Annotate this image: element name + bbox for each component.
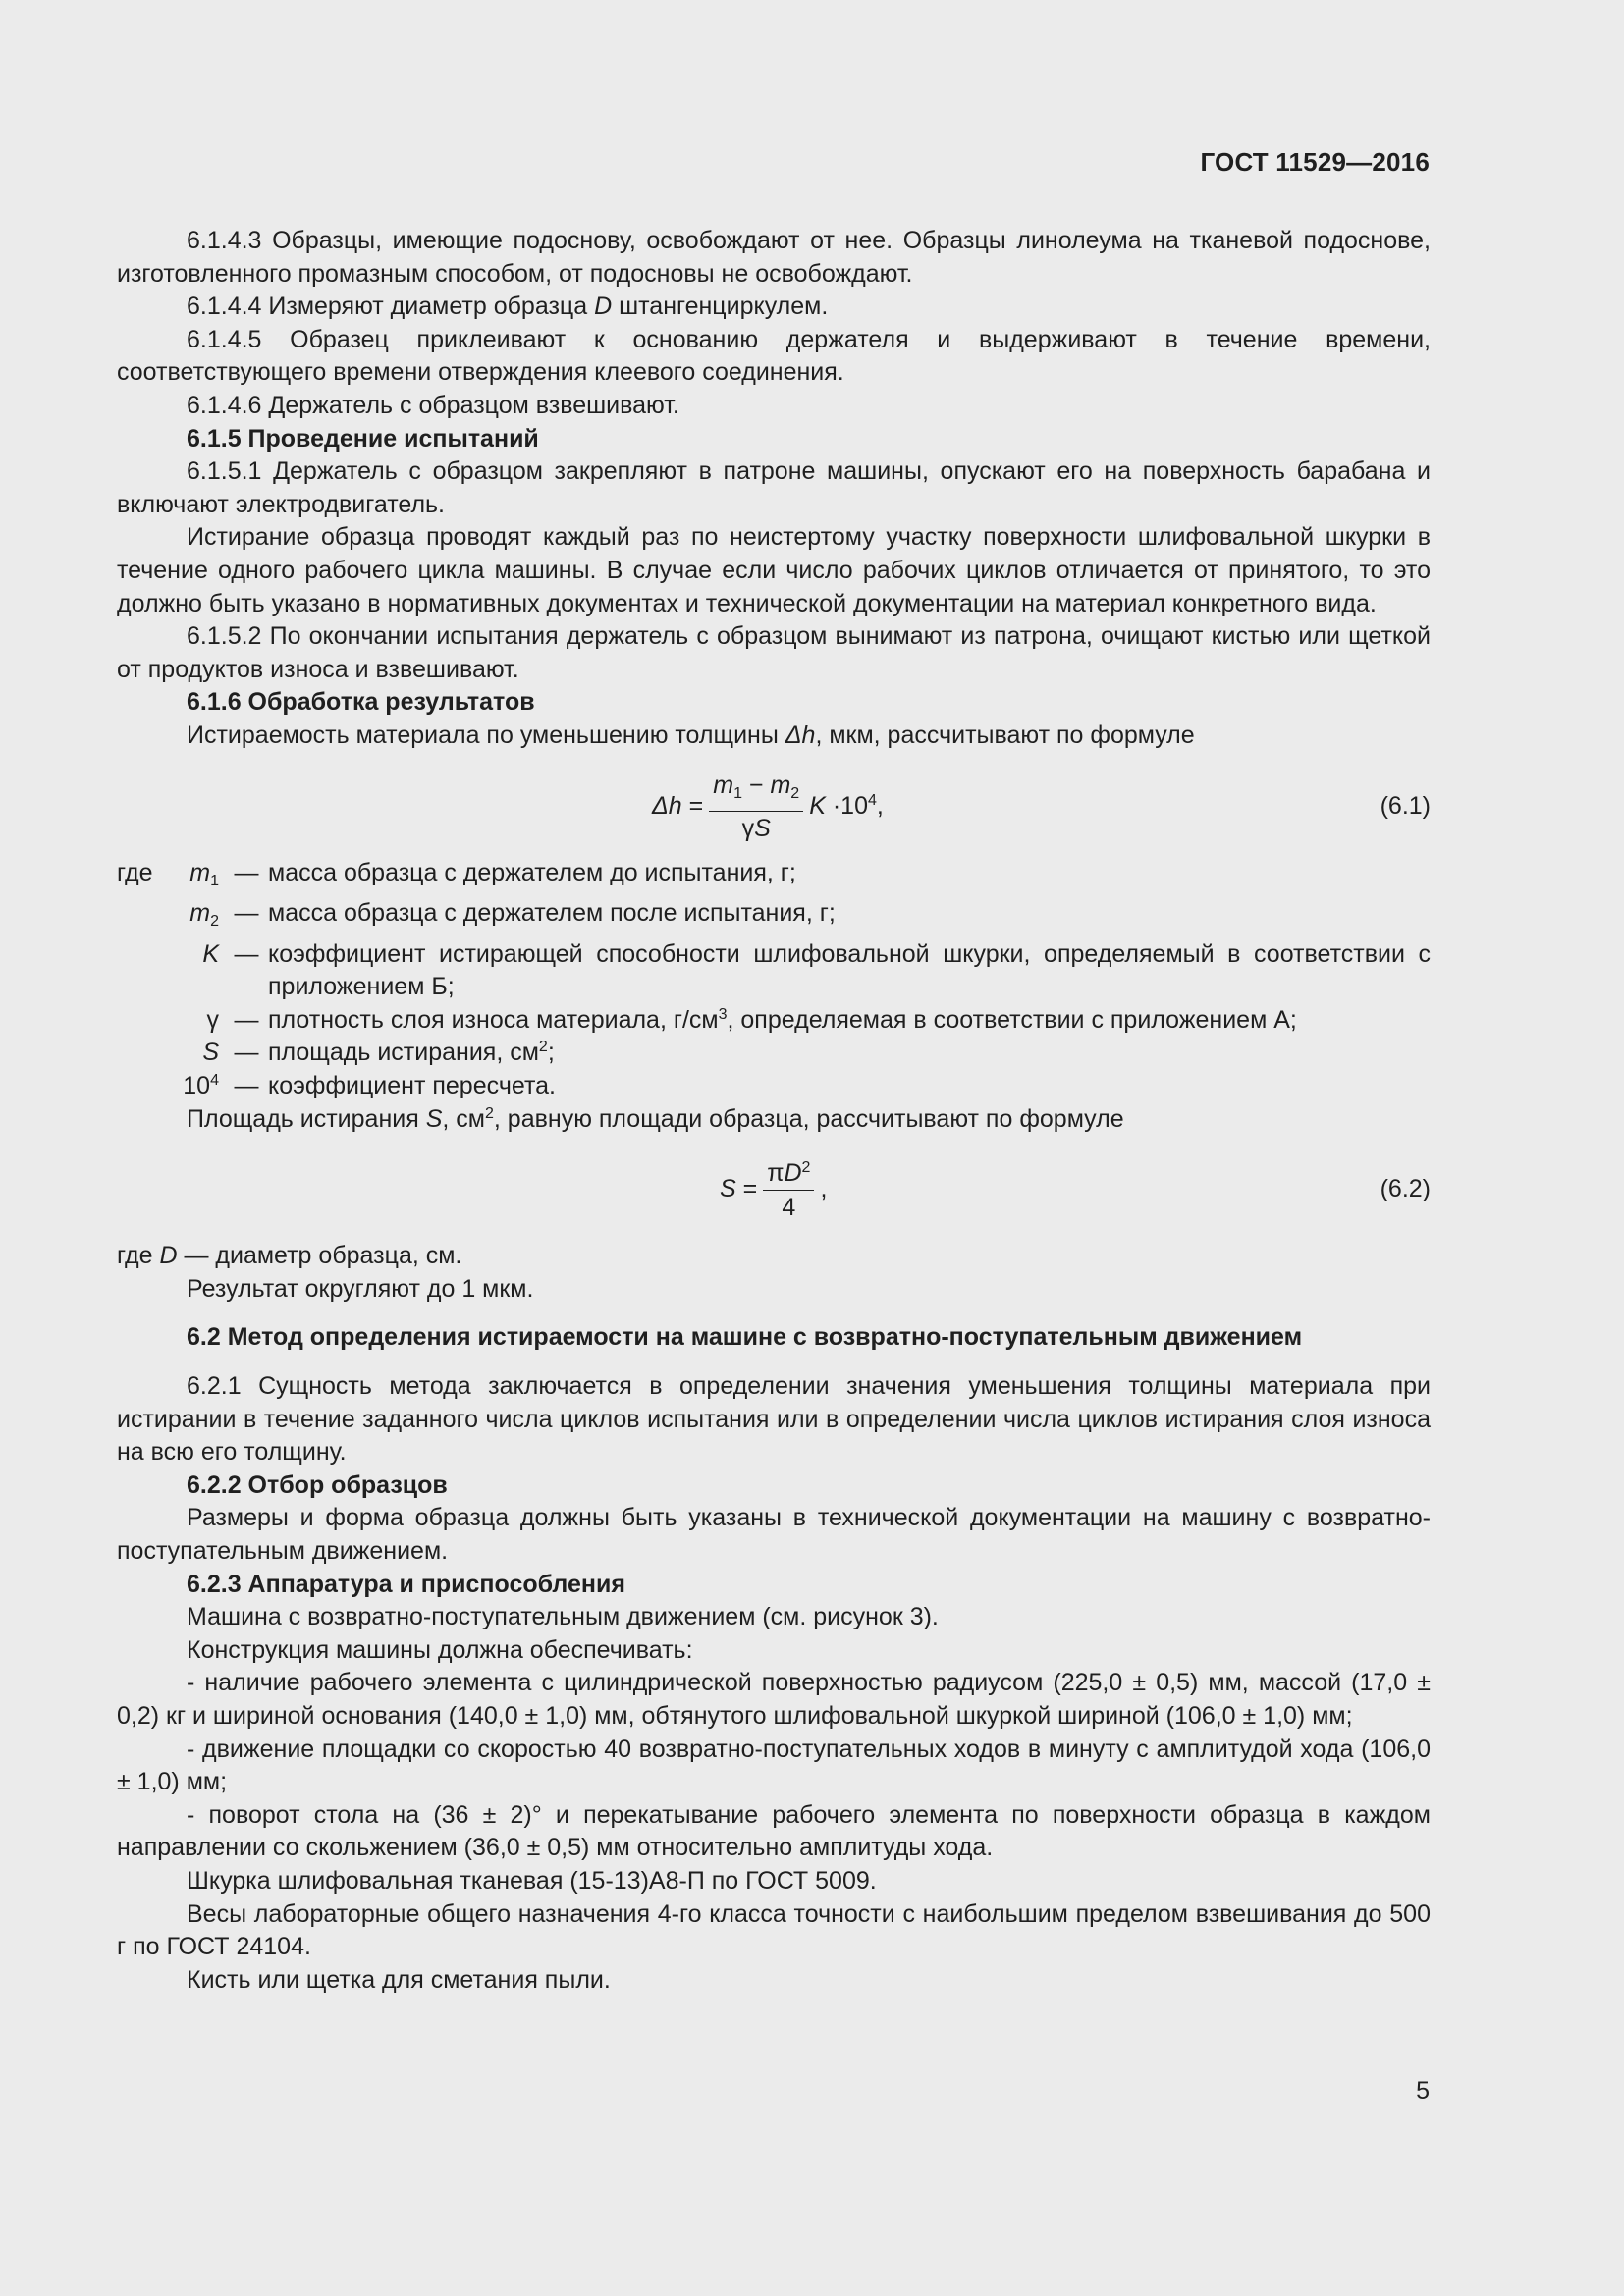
paragraph-sample-size: Размеры и форма образца должны быть указаны в технической документации на машину с возвратно-поступательным движением. — [117, 1504, 1431, 1565]
heading-6-2-2: 6.2.2 Отбор образцов — [187, 1470, 448, 1499]
formula-6-2-numerator: $\pi D^2$ — [763, 1158, 814, 1191]
formula-6-2-expression — [720, 1146, 827, 1234]
paragraph-6-1-4-5: 6.1.4.5 Образец приклеивают к основанию держателя и выдерживают в течение времени, соответствующего времени отверждения клеевого соединения. — [117, 325, 1431, 387]
where-item-ten-four: $10^4$ — коэффициент пересчета. — [183, 1072, 556, 1100]
formula-6-1-rest: $K \cdot 10^4$, — [809, 791, 884, 820]
formula-6-1-fraction — [709, 771, 803, 843]
formula-6-1-numerator: $m_1 - m_2$ — [709, 771, 803, 812]
paragraph-scales: Весы лабораторные общего назначения 4-го класса точности с наибольшим пределом взвешивания до 500 г по ГОСТ 24104. — [117, 1899, 1431, 1961]
where-list-6-1 — [117, 857, 1431, 1103]
paragraph-6-1-5-1: 6.1.5.1 Держатель с образцом закрепляют в патроне машины, опускают его на поверхность барабана и включают электродвигатель. — [117, 457, 1431, 518]
paragraph-6-1-4-6: 6.1.4.6 Держатель с образцом взвешивают. — [187, 391, 679, 419]
formula-6-2-number: (6.2) — [1380, 1175, 1431, 1203]
paragraph-brush: Кисть или щетка для сметания пыли. — [187, 1965, 611, 1994]
paragraph-abrasion: Истирание образца проводят каждый раз по неистертому участку поверхности шлифовальной шкурки в течение одного рабочего цикла машины. В случае если число рабочих циклов отличается от принятого, то это должно быть указано в нормативных документах и технической документации на материал конкретного вида. — [117, 523, 1431, 617]
paragraph-machine-requirements: Конструкция машины должна обеспечивать: — [187, 1635, 693, 1664]
formula-6-2-tail: , — [820, 1175, 828, 1203]
page-body — [117, 225, 1431, 1997]
paragraph-abrasive-cloth: Шкурка шлифовальная тканевая (15-13)А8-П по ГОСТ 5009. — [187, 1866, 877, 1895]
paragraph-6-1-5-2: 6.1.5.2 По окончании испытания держатель с образцом вынимают из патрона, очищают кистью или щеткой от продуктов износа и взвешивают. — [117, 622, 1431, 683]
paragraph-area-formula-intro: Площадь истирания S, $см^2$, равную площади образца, рассчитывают по формуле — [187, 1104, 1124, 1133]
formula-6-2 — [117, 1146, 1431, 1234]
formula-6-1-number: (6.1) — [1380, 791, 1431, 820]
list-item-working-element: - наличие рабочего элемента с цилиндрической поверхностью радиусом (225,0 ± 0,5) мм, массой (17,0 ± 0,2) кг и шириной основания (140,0 ± 1,0) мм, обтянутого шлифовальной шкуркой шириной (106,0 ± 1,0) мм; — [117, 1669, 1431, 1730]
document-code-header: ГОСТ 11529—2016 — [1200, 147, 1430, 177]
heading-6-1-6: 6.1.6 Обработка результатов — [187, 688, 535, 717]
list-item-platform-motion: - движение площадки со скоростью 40 возвратно-поступательных ходов в минуту с амплитудой хода (106,0 ± 1,0) мм; — [117, 1735, 1431, 1796]
formula-6-1 — [117, 763, 1431, 851]
where-item-k: K — коэффициент истирающей способности шлифовальной шкурки, определяемый в соответствии с приложением Б; — [202, 939, 1431, 1001]
heading-6-2: 6.2 Метод определения истираемости на машине с возвратно-поступательным движением — [187, 1323, 1303, 1352]
formula-6-2-fraction — [763, 1158, 814, 1222]
paragraph-6-1-4-3: 6.1.4.3 Образцы, имеющие подоснову, освобождают от нее. Образцы линолеума на тканевой подоснове, изготовленного промазным способом, от подосновы не освобождают. — [117, 227, 1431, 288]
heading-6-2-3: 6.2.3 Аппаратура и приспособления — [187, 1570, 625, 1598]
where-item-s: S — площадь истирания, $см^2$; — [202, 1039, 555, 1067]
page-number: 5 — [1416, 2077, 1430, 2105]
paragraph-6-2-1: 6.2.1 Сущность метода заключается в определении значения уменьшения толщины материала при истирании в течение заданного числа циклов испытания или в определении числа циклов истирания слоя износа на всю его толщину. — [117, 1372, 1431, 1467]
paragraph-6-1-4-4: 6.1.4.4 Измеряют диаметр образца D штангенциркулем. — [187, 293, 829, 321]
heading-6-1-5: 6.1.5 Проведение испытаний — [187, 424, 539, 453]
paragraph-where-d: где D — диаметр образца, см. — [117, 1242, 462, 1270]
formula-6-1-lhs: Δh = — [652, 791, 704, 820]
formula-6-1-denominator: γS — [741, 814, 771, 842]
paragraph-rounding: Результат округляют до 1 мкм. — [187, 1274, 534, 1303]
where-item-m2: $m_2$ — масса образца с держателем после испытания, г; — [189, 899, 836, 931]
where-item-gamma: γ — плотность слоя износа материала, $г/см^3$, определяемая в соответствии с приложением А; — [206, 1005, 1297, 1034]
where-item-m1: где $m_1$ — масса образца с держателем до испытания, г; — [117, 858, 796, 889]
paragraph-thickness-formula-intro: Истираемость материала по уменьшению толщины Δh, мкм, рассчитывают по формуле — [187, 721, 1195, 749]
formula-6-2-lhs: S = — [720, 1175, 758, 1203]
formula-6-1-expression — [652, 763, 884, 851]
paragraph-machine: Машина с возвратно-поступательным движением (см. рисунок 3). — [187, 1603, 939, 1631]
formula-6-2-denominator: 4 — [782, 1193, 796, 1221]
list-item-table-rotation: - поворот стола на (36 ± 2)° и перекатывание рабочего элемента по поверхности образца в каждом направлении со скольжением (36,0 ± 0,5) мм относительно амплитуды хода. — [117, 1800, 1431, 1862]
